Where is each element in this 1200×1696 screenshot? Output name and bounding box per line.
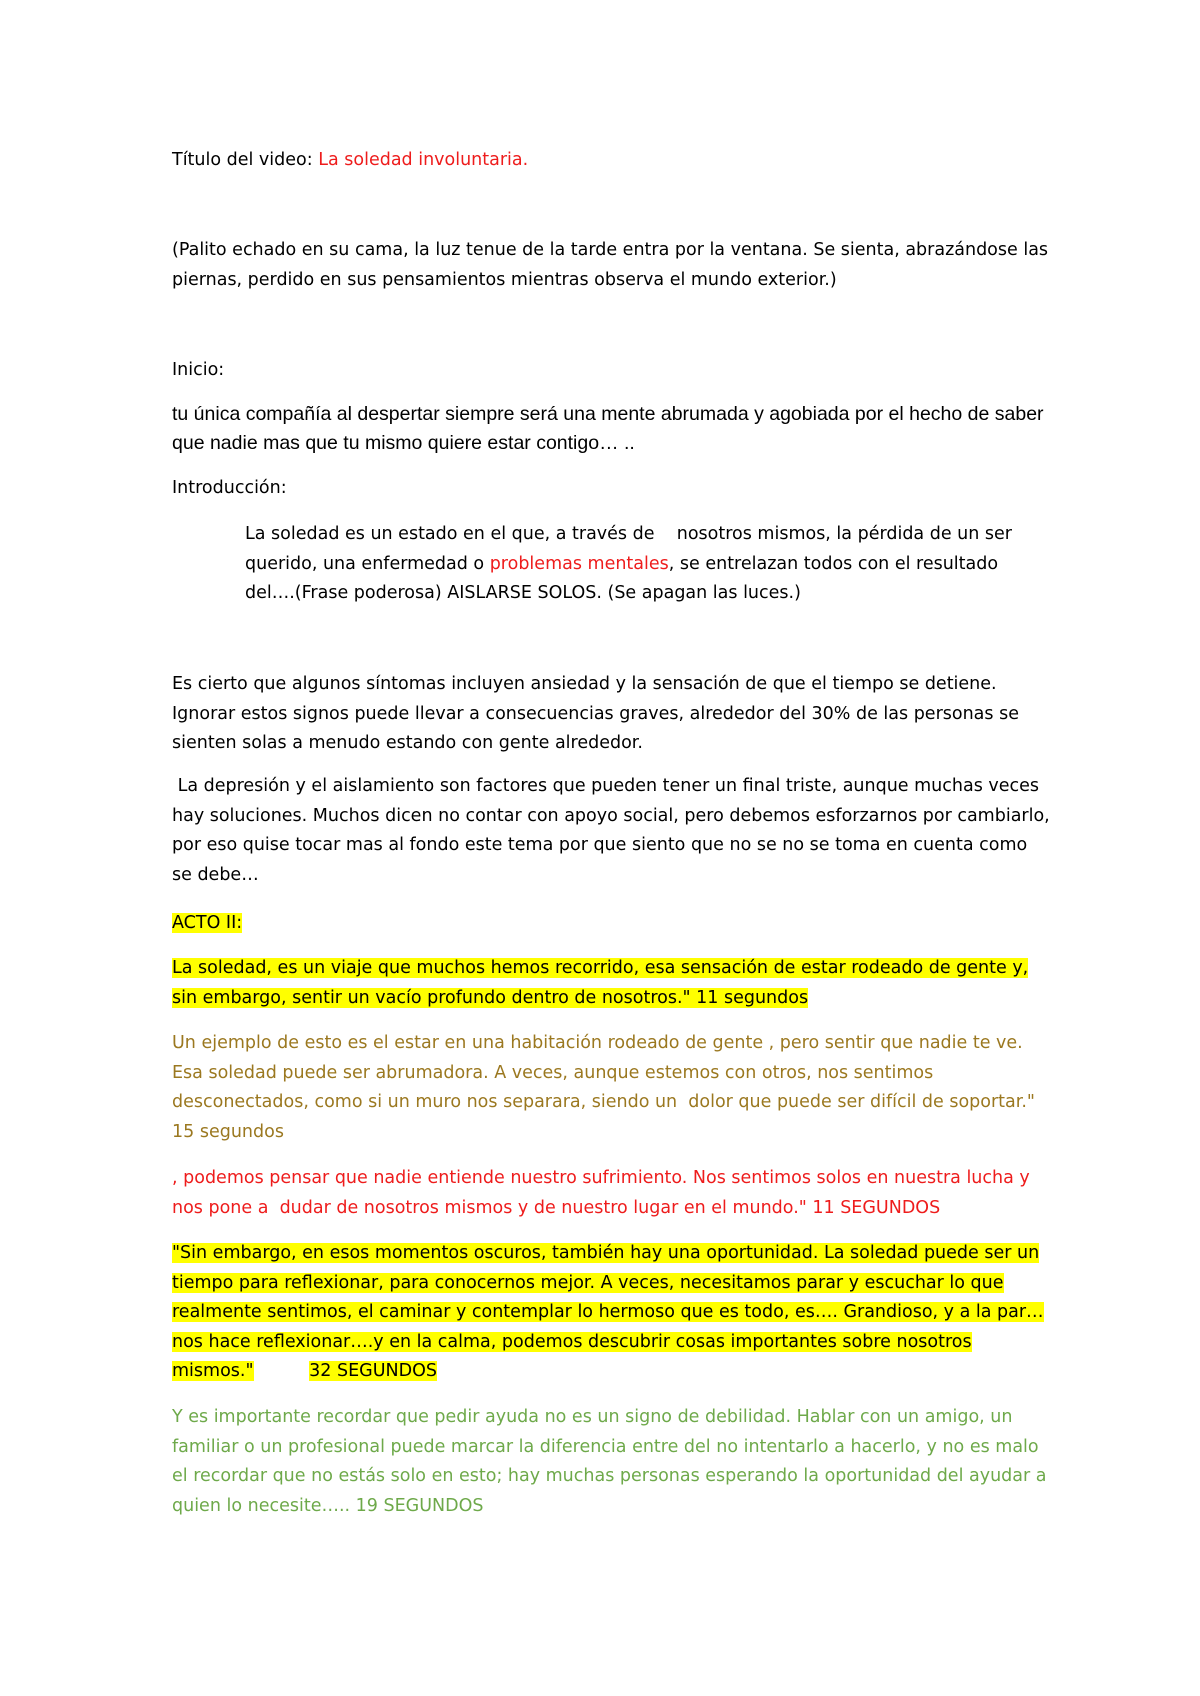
stage-direction: (Palito echado en su cama, la luz tenue de la tarde entra por la ventana. Se sienta, abrazándose las piernas, perdido en sus pensamientos mientras observa el mundo exterior.) bbox=[172, 240, 1049, 290]
acto2-paragraph-3: , podemos pensar que nadie entiende nuestro sufrimiento. Nos sentimos solos en nuestra lucha y nos pone a dudar de nosotros mismos y de nuestro lugar en el mundo." 11 SEGUNDOS bbox=[172, 1168, 1036, 1218]
acto2-paragraph-4-time: 32 SEGUNDOS bbox=[309, 1361, 437, 1381]
video-title-label: Título del video: bbox=[172, 150, 313, 170]
acto2-paragraph-5 bbox=[172, 1403, 1052, 1521]
introduccion-text bbox=[245, 520, 1045, 609]
inicio-text: tu única compañía al despertar siempre será una mente abrumada y agobiada por el hecho de saber que nadie mas que tu mismo quiere estar contigo… .. bbox=[172, 403, 1044, 454]
introduccion-part1: La soledad es un estado en el que, a través de nosotros mismos, la pérdida de un ser querido, una enfermedad o bbox=[245, 524, 1018, 574]
acto2-paragraph-1: La soledad, es un viaje que muchos hemos recorrido, esa sensación de estar rodeado de gente y, sin embargo, sentir un vacío profundo dentro de nosotros." 11 segundos bbox=[172, 958, 1029, 1008]
acto2-paragraph-4-text: "Sin embargo, en esos momentos oscuros, también hay una oportunidad. La soledad puede ser un tiempo para reflexionar, para conocernos mejor. A veces, necesitamos parar y escuchar lo que realmente sentimos, el caminar y contemplar lo hermoso que es todo, es…. Grandioso, y a la par… nos hace reflexionar….y en la calma, podemos descubrir cosas importantes sobre nosotros mismos." bbox=[172, 1243, 1044, 1381]
introduccion-heading: Introducción: bbox=[172, 478, 287, 498]
introduccion-highlight: problemas mentales bbox=[489, 553, 669, 574]
paragraph-sintomas: Es cierto que algunos síntomas incluyen ansiedad y la sensación de que el tiempo se detiene. Ignorar estos signos puede llevar a consecuencias graves, alrededor del 30% de las personas se sienten solas a menudo estando con gente alrededor. bbox=[172, 674, 1019, 753]
video-title-value: La soledad involuntaria. bbox=[318, 150, 529, 170]
paragraph-depresion: La depresión y el aislamiento son factores que pueden tener un final triste, aunque muchas veces hay soluciones. Muchos dicen no contar con apoyo social, pero debemos esforzarnos por cambiarlo, por eso quise tocar mas al fondo este tema por que siento que no se no se toma en cuenta como se debe… bbox=[172, 776, 1056, 885]
inicio-heading: Inicio: bbox=[172, 360, 225, 380]
acto2-heading-line bbox=[172, 909, 1052, 939]
acto2-heading: ACTO II: bbox=[172, 913, 243, 933]
acto2-paragraph-2: Un ejemplo de esto es el estar en una habitación rodeado de gente , pero sentir que nadie te ve. Esa soledad puede ser abrumadora. A veces, aunque estemos con otros, nos sentimos desconectados, como si un muro nos separara, siendo un dolor que puede ser difícil de soportar." 15 segundos bbox=[172, 1033, 1041, 1142]
introduccion-part2: , se entrelazan todos con el resultado del….(Frase poderosa) AISLARSE SOLOS. (Se apagan las luces.) bbox=[245, 553, 1004, 603]
acto2-paragraph-4 bbox=[172, 1239, 1052, 1387]
acto2-paragraph-5-text: Y es importante recordar que pedir ayuda no es un signo de debilidad. Hablar con un amigo, un familiar o un profesional puede marcar la diferencia entre del no intentarlo a hacerlo, y no es malo el recordar que no estás solo en esto; hay muchas personas esperando la oportunidad del ayudar a quien lo necesite….. bbox=[172, 1407, 1053, 1516]
video-title-line bbox=[172, 146, 1052, 176]
acto2-paragraph-5-time: 19 SEGUNDOS bbox=[355, 1495, 484, 1516]
